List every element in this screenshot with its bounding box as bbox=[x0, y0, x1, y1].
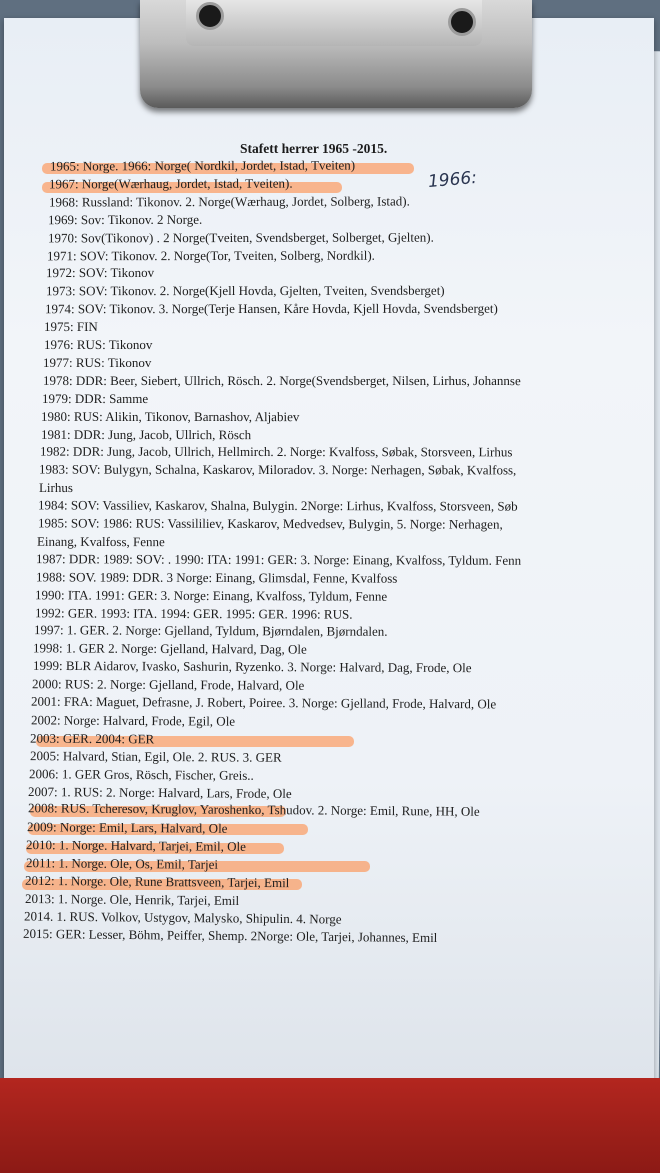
result-line: 1982: DDR: Jung, Jacob, Ullrich, Hellmirch. 2. Norge: Kvalfoss, Søbak, Storsveen, Lirhus bbox=[40, 444, 513, 460]
result-line: 1973: SOV: Tikonov. 2. Norge(Kjell Hovda, Gjelten, Tveiten, Svendsberget) bbox=[45, 283, 445, 299]
result-line: Einang, Kvalfoss, Fenne bbox=[36, 533, 165, 550]
result-line: 1997: 1. GER. 2. Norge: Gjelland, Tyldum, Bjørndalen, Bjørndalen. bbox=[33, 622, 388, 640]
result-line: 1970: Sov(Tikonov) . 2 Norge(Tveiten, Svendsberget, Solberget, Gjelten). bbox=[47, 229, 434, 246]
result-line: 2008: RUS. Tcheresov, Kruglov, Yaroshenko, Tshudov. 2. Norge: Emil, Rune, HH, Ole bbox=[27, 800, 480, 820]
result-line: 1965: Norge. 1966: Norge( Nordkil, Jordet, Istad, Tveiten) bbox=[49, 157, 356, 174]
result-line: 1967: Norge(Wærhaug, Jordet, Istad, Tveiten). bbox=[49, 175, 293, 192]
result-line: 1990: ITA. 1991: GER: 3. Norge: Einang, Kvalfoss, Tyldum, Fenne bbox=[35, 586, 388, 604]
result-line: 1969: Sov: Tikonov. 2 Norge. bbox=[48, 211, 203, 227]
result-line: 2013: 1. Norge. Ole, Henrik, Tarjei, Emil bbox=[24, 890, 239, 908]
result-line: 2009: Norge: Emil, Lars, Halvard, Ole bbox=[26, 819, 228, 837]
result-line: 1980: RUS: Alikin, Tikonov, Barnashov, Aljabiev bbox=[41, 408, 300, 424]
table-surface bbox=[0, 1078, 660, 1173]
result-line: 1977: RUS: Tikonov bbox=[43, 354, 152, 370]
result-line: 2011: 1. Norge. Ole, Os, Emil, Tarjei bbox=[25, 855, 218, 872]
clip-rivet-right bbox=[448, 8, 476, 36]
result-line: 1976: RUS: Tikonov bbox=[43, 336, 153, 353]
result-line: 1975: FIN bbox=[44, 319, 99, 335]
result-line: 1974: SOV: Tikonov. 3. Norge(Terje Hansen, Kåre Hovda, Kjell Hovda, Svendsberget) bbox=[45, 300, 498, 317]
result-line: 1992: GER. 1993: ITA. 1994: GER. 1995: GER. 1996: RUS. bbox=[34, 604, 352, 622]
result-line: 1999: BLR Aidarov, Ivasko, Sashurin, Ryzenko. 3. Norge: Halvard, Dag, Frode, Ole bbox=[32, 658, 472, 676]
result-line: 2012: 1. Norge. Ole, Rune Brattsveen, Tarjei, Emil bbox=[25, 872, 290, 891]
result-line: 1979: DDR: Samme bbox=[41, 390, 149, 406]
result-line: 2001: FRA: Maguet, Defrasne, J. Robert, Poiree. 3. Norge: Gjelland, Frode, Halvard, Ole bbox=[31, 693, 497, 712]
result-line: 1971: SOV: Tikonov. 2. Norge(Tor, Tveiten, Solberg, Nordkil). bbox=[46, 247, 375, 263]
result-line: 1987: DDR: 1989: SOV: . 1990: ITA: 1991: GER: 3. Norge: Einang, Kvalfoss, Tyldum. Fenn bbox=[36, 550, 522, 568]
result-line: 1988: SOV. 1989: DDR. 3 Norge: Einang, Glimsdal, Fenne, Kvalfoss bbox=[35, 569, 398, 586]
result-line: 1984: SOV: Vassiliev, Kaskarov, Shalna, Bulygin. 2Norge: Lirhus, Kvalfoss, Storsveen, Søb bbox=[38, 497, 518, 514]
result-line: 1983: SOV: Bulygyn, Schalna, Kaskarov, Miloradov. 3. Norge: Nerhagen, Søbak, Kvalfoss, bbox=[39, 461, 517, 478]
clip-rivet-left bbox=[196, 2, 224, 30]
result-line: 1978: DDR: Beer, Siebert, Ullrich, Rösch. 2. Norge(Svendsberget, Nilsen, Lirhus, Johannse bbox=[42, 372, 521, 388]
result-line: 1998: 1. GER 2. Norge: Gjelland, Halvard, Dag, Ole bbox=[33, 640, 308, 657]
result-line: 2003: GER. 2004: GER bbox=[30, 730, 155, 747]
handwritten-note: 1966: bbox=[427, 167, 478, 193]
result-line: 1985: SOV: 1986: RUS: Vassililiev, Kaskarov, Medvedsev, Bulygin, 5. Norge: Nerhagen, bbox=[37, 515, 503, 532]
document-title: Stafett herrer 1965 -2015. bbox=[240, 141, 388, 156]
result-line: 2010: 1. Norge. Halvard, Tarjei, Emil, Ole bbox=[26, 837, 247, 855]
result-line: 1981: DDR: Jung, Jacob, Ullrich, Rösch bbox=[40, 426, 251, 442]
result-line: 2000: RUS: 2. Norge: Gjelland, Frode, Halvard, Ole bbox=[31, 676, 305, 693]
result-line: 1968: Russland: Tikonov. 2. Norge(Wærhaug, Jordet, Solberg, Istad). bbox=[48, 193, 410, 210]
result-line: 2015: GER: Lesser, Böhm, Peiffer, Shemp. 2Norge: Ole, Tarjei, Johannes, Emil bbox=[23, 925, 438, 945]
result-line: 2002: Norge: Halvard, Frode, Egil, Ole bbox=[30, 712, 235, 729]
result-line: 2007: 1. RUS: 2. Norge: Halvard, Lars, Frode, Ole bbox=[28, 783, 293, 801]
result-line: 2005: Halvard, Stian, Egil, Ole. 2. RUS. 3. GER bbox=[29, 747, 282, 765]
result-line: 1972: SOV: Tikonov bbox=[46, 265, 155, 281]
result-line: 2014. 1. RUS. Volkov, Ustygov, Malysko, Shipulin. 4. Norge bbox=[23, 908, 342, 927]
result-line: 2006: 1. GER Gros, Rösch, Fischer, Greis.. bbox=[28, 765, 254, 783]
clipboard-clip-lever bbox=[186, 0, 482, 46]
result-line: Lirhus bbox=[38, 480, 73, 496]
